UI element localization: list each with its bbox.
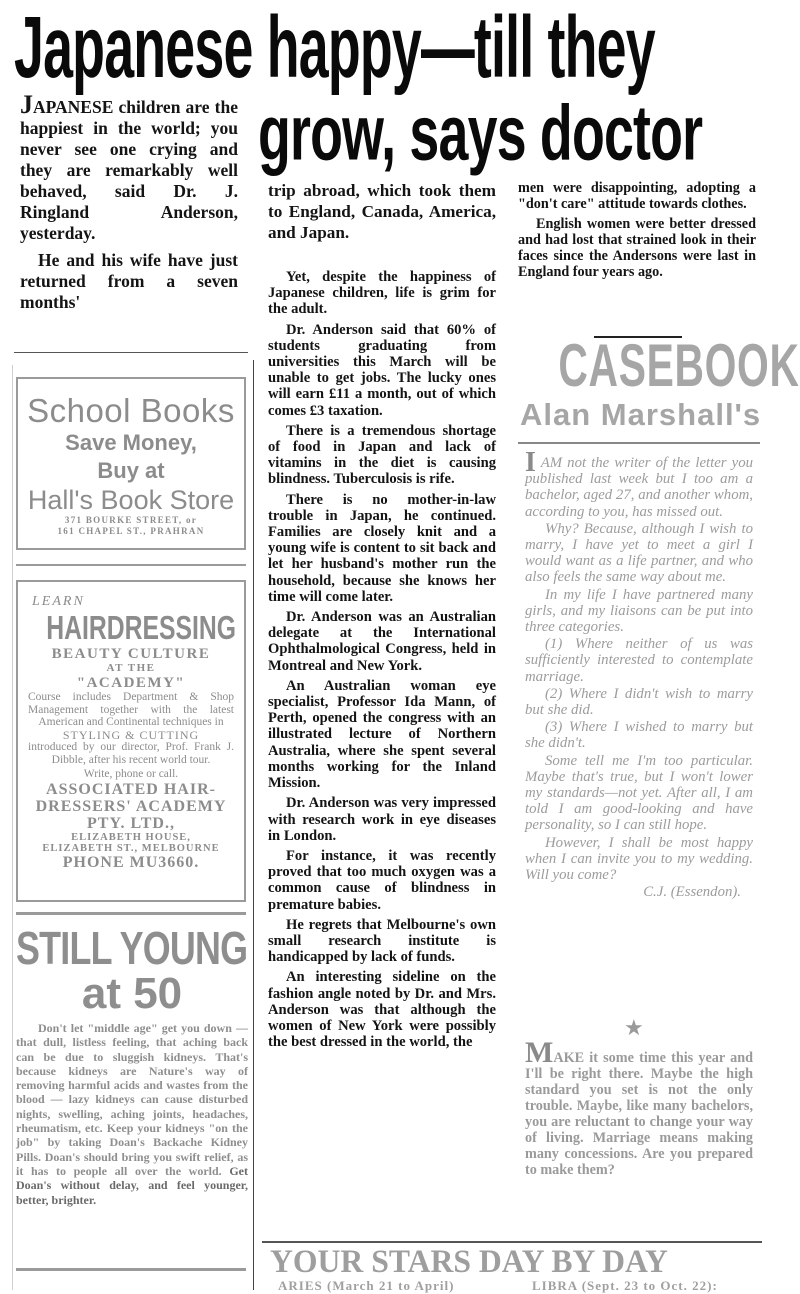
ad-line: Buy at <box>97 458 165 483</box>
ad-store-name: Hall's Book Store <box>27 485 235 515</box>
article-paragraph: trip abroad, which took them to England, Canada, America, and Japan. <box>268 181 496 242</box>
reader-letter <box>525 447 753 901</box>
ad-company: PTY. LTD., <box>87 814 175 832</box>
article-paragraph: For instance, it was recently proved that too much oxygen was a common cause of blindness in premature babies. <box>268 847 496 913</box>
ad-address: ELIZABETH HOUSE, <box>71 831 191 843</box>
ad-still-young <box>16 922 248 1207</box>
ad-title: School Books <box>27 392 235 429</box>
drop-cap: M <box>525 1036 554 1069</box>
horoscope-libra: LIBRA (Sept. 23 to Oct. 22): <box>532 1278 718 1293</box>
columnist-reply: MAKE it some time this year and I'll be right there. Maybe the high standard you set is not the only trouble. Maybe, like many bachelors, you are reluctant to change your way of living. Marriage means making many concessions. Are you prepared to make them? <box>525 1036 753 1178</box>
headline-line-2: grow, says doctor <box>258 89 703 177</box>
ad-address: 371 BOURKE STREET, or <box>64 515 198 525</box>
article-paragraph: An Australian woman eye specialist, Professor Ida Mann, of Perth, opened the congress with an illustrated lecture of Northern Australia, where she spent several months working for the Inland Mission. <box>268 677 496 792</box>
article-paragraph: Yet, despite the happiness of Japanese children, life is grim for the adult. <box>268 269 496 318</box>
horoscope-title: YOUR STARS DAY BY DAY <box>270 1244 668 1280</box>
casebook-title: CASEBOOK <box>558 332 800 399</box>
ad-phone: PHONE MU3660. <box>62 853 200 871</box>
letter-paragraph: (3) Where I wished to marry but she didn't. <box>525 719 753 752</box>
ad-body: Don't let "middle age" get you down — that dull, listless feeling, that aching back can be due to sluggish kidneys. That's because kidneys are Nature's way of removing harmful acids and wastes from the blood — lazy kidneys can cause disturbed nights, swelling, aching joints, headaches, rheumatism, etc. Keep your kidneys "on the job" by taking Doan's Backache Kidney Pills. Doan's should bring you swift relief, as it has to people all over the world. Get Doan's without delay, and feel younger, better, brighter. <box>16 1021 248 1207</box>
casebook-rule <box>518 442 760 444</box>
article-column-2-top <box>268 180 496 247</box>
ad-address: ELIZABETH ST., MELBOURNE <box>42 842 220 854</box>
ad-separator <box>16 912 246 915</box>
horoscope-aries: ARIES (March 21 to April) <box>278 1278 455 1293</box>
letter-signature: C.J. (Essendon). <box>643 884 741 901</box>
ad-subtitle: BEAUTY CULTURE <box>51 646 211 662</box>
ad-kicker: LEARN <box>32 594 85 609</box>
ad-title: at 50 <box>81 969 183 1018</box>
article-paragraph: men were disappointing, adopting a "don't care" attitude towards clothes. <box>518 180 756 212</box>
letter-paragraph: (1) Where neither of us was sufficiently interested to contemplate marriage. <box>525 636 753 685</box>
ad-hairdressing <box>16 580 246 902</box>
ad-separator <box>16 1268 246 1271</box>
letter-paragraph: However, I shall be most happy when I can invite you to my wedding. Will you come? <box>525 834 753 884</box>
article-paragraph: There is a tremendous shortage of food in Japan and lack of vitamins in the diet is causing blindness. Tuberculosis is rife. <box>268 422 496 488</box>
ad-subtitle: "ACADEMY" <box>76 675 186 691</box>
letter-paragraph: Why? Because, although I wish to marry, I have yet to meet a girl I would want as a life partner, and who also feels the same way about me. <box>525 520 753 586</box>
drop-cap: J <box>20 90 33 119</box>
ad-body: introduced by our director, Prof. Frank J. Dibble, after his recent world tour. <box>28 741 234 766</box>
ad-body: Course includes Department & Shop Management together with the latest American and Continental techniques in <box>28 691 234 728</box>
ad-line: Save Money, <box>65 430 197 455</box>
article-paragraph: There is no mother-in-law trouble in Japan, he continued. Families are closely knit and a young wife is content to sit back and let her husband's mother run the household, because she knows her time will come later. <box>268 491 496 605</box>
article-lead-paragraph: JAPANESE children are the happiest in the world; you never see one crying and they are remarkably well behaved, said Dr. J. Ringland Anderson, yesterday. <box>20 90 238 243</box>
article-column-3 <box>518 180 756 284</box>
letter-paragraph: In my life I have partnered many girls, and my liaisons can be put into three categories. <box>525 586 753 636</box>
ad-title: HAIRDRESSING <box>46 609 237 646</box>
letter-lead: I AM not the writer of the letter you published last week but I too am a bachelor, aged 27, and another whom, according to you, has missed out. <box>525 447 753 520</box>
letter-paragraph: (2) Where I didn't wish to marry but she did. <box>525 685 753 719</box>
article-paragraph: He regrets that Melbourne's own small research institute is handicapped by lack of funds. <box>268 916 496 966</box>
ad-cta: Write, phone or call. <box>83 768 179 780</box>
ad-body: STYLING & CUTTING <box>62 727 200 742</box>
letter-paragraph: Some tell me I'm too particular. Maybe that's true, but I won't lower my standards—not yet. After all, I am told I am good-looking and have personality, so I can still hope. <box>525 752 753 834</box>
ad-address: 161 CHAPEL ST., PRAHRAN <box>57 526 205 536</box>
column-divider <box>253 360 254 1290</box>
article-paragraph: English women were better dressed and had lost that strained look in their faces since the Andersons were last in England four years ago. <box>518 216 756 280</box>
article-column-2 <box>268 269 496 1054</box>
ad-title: STILL YOUNG <box>16 922 248 974</box>
ad-school-books <box>16 377 246 550</box>
ad-company: ASSOCIATED HAIR- <box>46 780 216 798</box>
article-paragraph: Dr. Anderson was very impressed with research work in eye diseases in London. <box>268 795 496 844</box>
casebook-header <box>520 332 800 433</box>
ad-separator <box>16 564 246 566</box>
ad-company: DRESSERS' ACADEMY <box>35 797 227 815</box>
article-paragraph: Dr. Anderson said that 60% of students graduating from universities this March will be unable to get jobs. The lucky ones will earn £11 a month, out of which comes £3 taxation. <box>268 321 496 419</box>
star-separator-icon: ★ <box>624 1015 644 1040</box>
drop-cap: I <box>525 447 536 478</box>
headline-line-1: Japanese happy—till they <box>14 0 655 97</box>
article-paragraph: He and his wife have just returned from a seven months' <box>20 250 238 312</box>
article-paragraph: An interesting sideline on the fashion angle noted by Dr. and Mrs. Anderson was that although the women of New York were possibly the best dressed in the world, the <box>268 969 496 1051</box>
article-paragraph: Dr. Anderson was an Australian delegate at the International Ophthalmological Congress, held in Montreal and New York. <box>268 609 496 674</box>
column-rule <box>14 352 248 353</box>
section-rule <box>262 1241 762 1243</box>
article-column-1 <box>20 90 238 317</box>
column-divider <box>12 365 13 1290</box>
casebook-byline: Alan Marshall's <box>520 397 762 432</box>
ad-subtitle: AT THE <box>106 662 156 674</box>
